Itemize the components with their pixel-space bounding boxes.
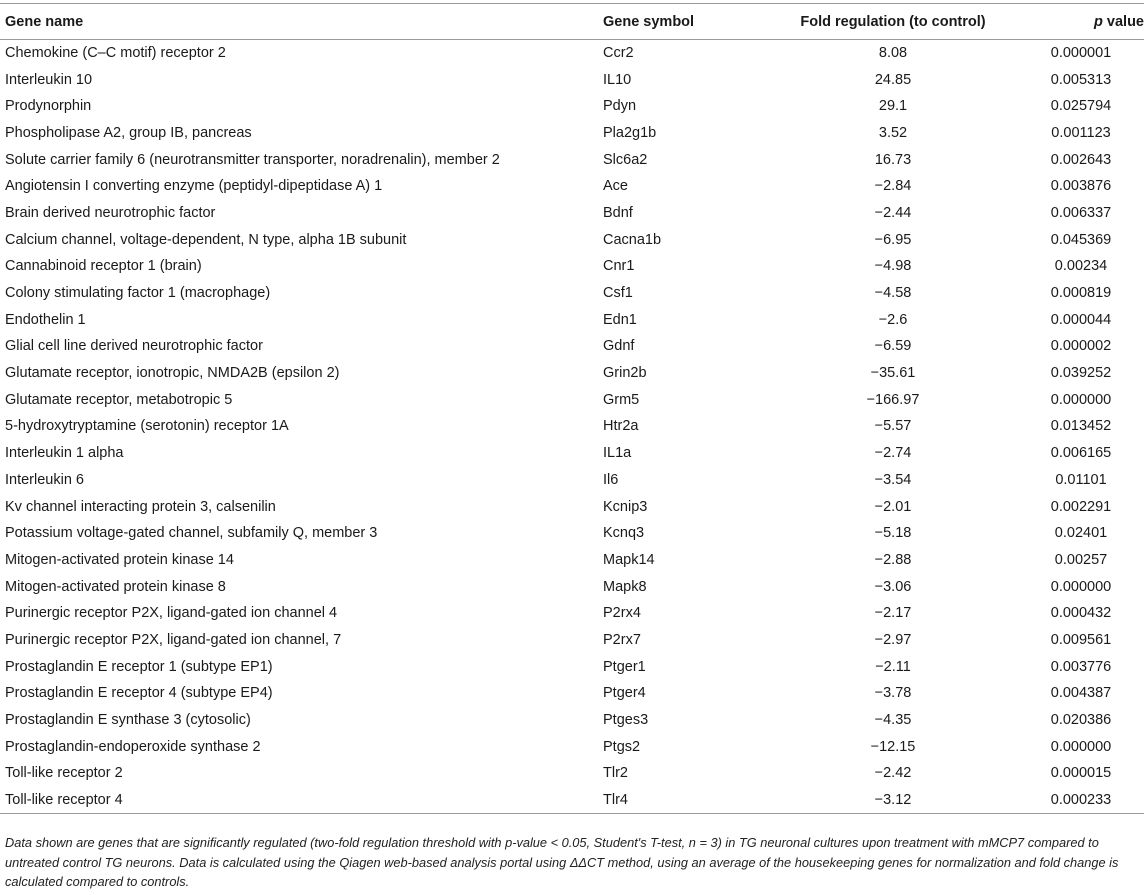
table-row: [0, 467, 1144, 494]
table-footnote: Data shown are genes that are significantly regulated (two-fold regulation threshold with p-value < 0.05, Student's T-test, n = 3) in TG neuronal cultures upon treatment with mMCP7 compared to untreated control TG neurons. Data is calculated using the Qiagen web-based analysis portal using ΔΔCT method, using an average of the housekeeping genes for normalization and fold change is calculated compared to controls.: [5, 835, 1119, 889]
header-p-value: [1013, 4, 1144, 40]
gene-name-cell: Toll-like receptor 2: [5, 765, 123, 782]
table-row: [0, 493, 1144, 520]
header-gene-symbol: Gene symbol: [603, 4, 773, 40]
table-row: [0, 547, 1144, 574]
p-value-cell: 0.002291: [1050, 498, 1112, 515]
gene-symbol-cell: Grm5: [603, 391, 640, 408]
gene-regulation-table: [0, 3, 1144, 814]
gene-symbol-cell: Mapk14: [603, 551, 655, 568]
gene-symbol-cell: Mapk8: [603, 578, 647, 595]
p-value-cell: 0.000044: [1050, 311, 1112, 328]
gene-symbol-cell: Kcnq3: [603, 525, 645, 542]
header-row: [0, 4, 1144, 40]
gene-name-cell: Endothelin 1: [5, 311, 86, 328]
table-row: [0, 520, 1144, 547]
p-value-cell: 0.009561: [1050, 631, 1112, 648]
fold-regulation-cell: −2.11: [875, 658, 911, 675]
fold-regulation-cell: 24.85: [874, 71, 912, 88]
table-row: [0, 280, 1144, 307]
p-value-cell: 0.000000: [1050, 391, 1112, 408]
gene-name-cell: Solute carrier family 6 (neurotransmitter transporter, noradrenalin), member 2: [5, 151, 500, 168]
fold-regulation-cell: −5.18: [874, 525, 912, 542]
gene-name-cell: Purinergic receptor P2X, ligand-gated ion channel, 7: [5, 631, 342, 648]
gene-name-cell: Glial cell line derived neurotrophic factor: [5, 338, 263, 355]
table-row: [0, 93, 1144, 120]
fold-regulation-cell: −12.15: [870, 738, 916, 755]
gene-symbol-cell: Ptgs2: [603, 738, 641, 755]
gene-symbol-cell: Pdyn: [603, 98, 637, 115]
header-fold-regulation: Fold regulation (to control): [773, 4, 1013, 40]
gene-name-cell: Purinergic receptor P2X, ligand-gated ion channel 4: [5, 605, 338, 622]
table-header: [0, 4, 1144, 40]
table-row: [0, 120, 1144, 147]
gene-name-cell: Calcium channel, voltage-dependent, N type, alpha 1B subunit: [5, 231, 407, 248]
fold-regulation-cell: −6.59: [874, 338, 912, 355]
gene-symbol-cell: Ace: [603, 178, 628, 195]
p-value-cell: 0.005313: [1050, 71, 1112, 88]
gene-name-cell: Interleukin 1 alpha: [5, 445, 124, 462]
p-value-cell: 0.000000: [1050, 578, 1112, 595]
gene-name-cell: Prostaglandin E receptor 1 (subtype EP1): [5, 658, 273, 675]
table-row: [0, 386, 1144, 413]
table-row: [0, 440, 1144, 467]
gene-symbol-cell: IL1a: [603, 445, 632, 462]
table-row: [0, 627, 1144, 654]
p-value-cell: 0.039252: [1050, 365, 1112, 382]
gene-name-cell: Prostaglandin-endoperoxide synthase 2: [5, 738, 261, 755]
table-row: [0, 306, 1144, 333]
p-value-cell: 0.006165: [1050, 445, 1112, 462]
table-row: [0, 66, 1144, 93]
header-gene-name: Gene name: [0, 4, 603, 40]
fold-regulation-cell: −6.95: [874, 231, 912, 248]
fold-regulation-cell: −2.01: [874, 498, 912, 515]
gene-symbol-cell: Ptger4: [603, 685, 646, 702]
gene-name-cell: Mitogen-activated protein kinase 14: [5, 551, 234, 568]
gene-symbol-cell: IL10: [603, 71, 632, 88]
gene-name-cell: Brain derived neurotrophic factor: [5, 204, 216, 221]
gene-name-cell: Potassium voltage-gated channel, subfamily Q, member 3: [5, 525, 378, 542]
fold-regulation-cell: −5.57: [874, 418, 912, 435]
gene-symbol-cell: Edn1: [603, 311, 637, 328]
p-value-cell: 0.000015: [1050, 765, 1112, 782]
p-value-cell: 0.000001: [1050, 45, 1112, 62]
gene-symbol-cell: Cnr1: [603, 258, 635, 275]
gene-name-cell: Colony stimulating factor 1 (macrophage): [5, 285, 271, 302]
p-value-cell: 0.013452: [1050, 418, 1112, 435]
table-row: [0, 733, 1144, 760]
fold-regulation-cell: −2.6: [878, 311, 908, 328]
gene-name-cell: 5-hydroxytryptamine (serotonin) receptor 1A: [5, 418, 289, 435]
gene-name-cell: Phospholipase A2, group IB, pancreas: [5, 124, 252, 141]
table-body: [0, 40, 1144, 814]
fold-regulation-cell: −2.42: [874, 765, 912, 782]
p-value-cell: 0.00257: [1054, 551, 1108, 568]
gene-symbol-cell: Ptger1: [603, 658, 646, 675]
gene-symbol-cell: Kcnip3: [603, 498, 648, 515]
fold-regulation-cell: −4.58: [874, 285, 912, 302]
fold-regulation-cell: −2.17: [874, 605, 912, 622]
gene-symbol-cell: Tlr4: [603, 787, 773, 814]
gene-name-cell: Angiotensin I converting enzyme (peptidyl-dipeptidase A) 1: [5, 178, 383, 195]
p-value-cell: 0.000432: [1050, 605, 1112, 622]
p-value-cell: 0.045369: [1050, 231, 1112, 248]
gene-name-cell: Toll-like receptor 4: [0, 787, 603, 814]
p-value-cell: 0.002643: [1050, 151, 1112, 168]
fold-regulation-cell: −166.97: [866, 391, 920, 408]
fold-regulation-cell: 29.1: [878, 98, 908, 115]
table-row: [0, 707, 1144, 734]
fold-regulation-cell: −2.44: [874, 204, 912, 221]
gene-name-cell: Mitogen-activated protein kinase 8: [5, 578, 226, 595]
fold-regulation-cell: 8.08: [878, 45, 908, 62]
p-value-cell: 0.000819: [1050, 285, 1112, 302]
p-value-cell: 0.025794: [1050, 98, 1112, 115]
table-row: [0, 146, 1144, 173]
table-row: [0, 413, 1144, 440]
gene-symbol-cell: Ccr2: [603, 45, 634, 62]
gene-name-cell: Prodynorphin: [5, 98, 92, 115]
p-value-cell: 0.000002: [1050, 338, 1112, 355]
table-row: [0, 253, 1144, 280]
p-value-cell: 0.001123: [1051, 124, 1111, 141]
gene-symbol-cell: Gdnf: [603, 338, 635, 355]
fold-regulation-cell: −3.78: [874, 685, 912, 702]
gene-name-cell: Prostaglandin E synthase 3 (cytosolic): [5, 712, 251, 729]
p-value-cell: 0.006337: [1050, 204, 1112, 221]
fold-regulation-cell: −2.97: [874, 631, 912, 648]
gene-symbol-cell: P2rx4: [603, 605, 641, 622]
gene-name-cell: Glutamate receptor, ionotropic, NMDA2B (epsilon 2): [5, 365, 340, 382]
gene-symbol-cell: Cacna1b: [603, 231, 662, 248]
gene-symbol-cell: Tlr2: [603, 765, 628, 782]
gene-name-cell: Chemokine (C–C motif) receptor 2: [5, 45, 226, 62]
table-row: [0, 173, 1144, 200]
header-p-letter: p: [1094, 13, 1103, 30]
gene-name-cell: Glutamate receptor, metabotropic 5: [5, 391, 233, 408]
gene-symbol-cell: Pla2g1b: [603, 124, 657, 141]
fold-regulation-cell: −3.06: [874, 578, 912, 595]
table-row: [0, 573, 1144, 600]
fold-regulation-cell: −3.12: [773, 787, 1013, 814]
fold-regulation-cell: 16.73: [874, 151, 912, 168]
table-row: [0, 226, 1144, 253]
table-row: [0, 333, 1144, 360]
p-value-cell: 0.003776: [1050, 658, 1112, 675]
p-value-cell: 0.00234: [1054, 258, 1108, 275]
p-value-cell: 0.02401: [1054, 525, 1108, 542]
table-row: [0, 760, 1144, 787]
gene-name-cell: Interleukin 10: [5, 71, 93, 88]
gene-symbol-cell: Il6: [603, 471, 619, 488]
fold-regulation-cell: −2.88: [874, 551, 912, 568]
gene-name-cell: Interleukin 6: [5, 471, 84, 488]
fold-regulation-cell: −4.98: [874, 258, 912, 275]
fold-regulation-cell: −2.84: [874, 178, 912, 195]
gene-symbol-cell: Slc6a2: [603, 151, 648, 168]
table-row: [0, 600, 1144, 627]
gene-symbol-cell: P2rx7: [603, 631, 641, 648]
table-row: [0, 680, 1144, 707]
gene-name-cell: Prostaglandin E receptor 4 (subtype EP4): [5, 685, 273, 702]
fold-regulation-cell: −2.74: [874, 445, 912, 462]
p-value-cell: 0.020386: [1050, 712, 1112, 729]
fold-regulation-cell: −4.35: [874, 712, 912, 729]
p-value-cell: 0.003876: [1050, 178, 1112, 195]
fold-regulation-cell: 3.52: [878, 124, 908, 141]
table-row: [0, 200, 1144, 227]
gene-symbol-cell: Htr2a: [603, 418, 639, 435]
gene-name-cell: Cannabinoid receptor 1 (brain): [5, 258, 202, 275]
gene-symbol-cell: Bdnf: [603, 204, 633, 221]
table-row: [0, 653, 1144, 680]
table-row: [0, 360, 1144, 387]
p-value-cell: 0.01101: [1055, 471, 1107, 488]
gene-symbol-cell: Grin2b: [603, 365, 647, 382]
header-p-rest: value: [1102, 13, 1144, 30]
gene-symbol-cell: Csf1: [603, 285, 633, 302]
table-row: [0, 40, 1144, 67]
gene-symbol-cell: Ptges3: [603, 712, 649, 729]
fold-regulation-cell: −3.54: [874, 471, 912, 488]
gene-name-cell: Kv channel interacting protein 3, calsenilin: [5, 498, 276, 515]
p-value-cell: 0.000233: [1013, 787, 1144, 814]
p-value-cell: 0.004387: [1050, 685, 1112, 702]
fold-regulation-cell: −35.61: [870, 365, 916, 382]
table-row: [0, 787, 1144, 814]
p-value-cell: 0.000000: [1050, 738, 1112, 755]
